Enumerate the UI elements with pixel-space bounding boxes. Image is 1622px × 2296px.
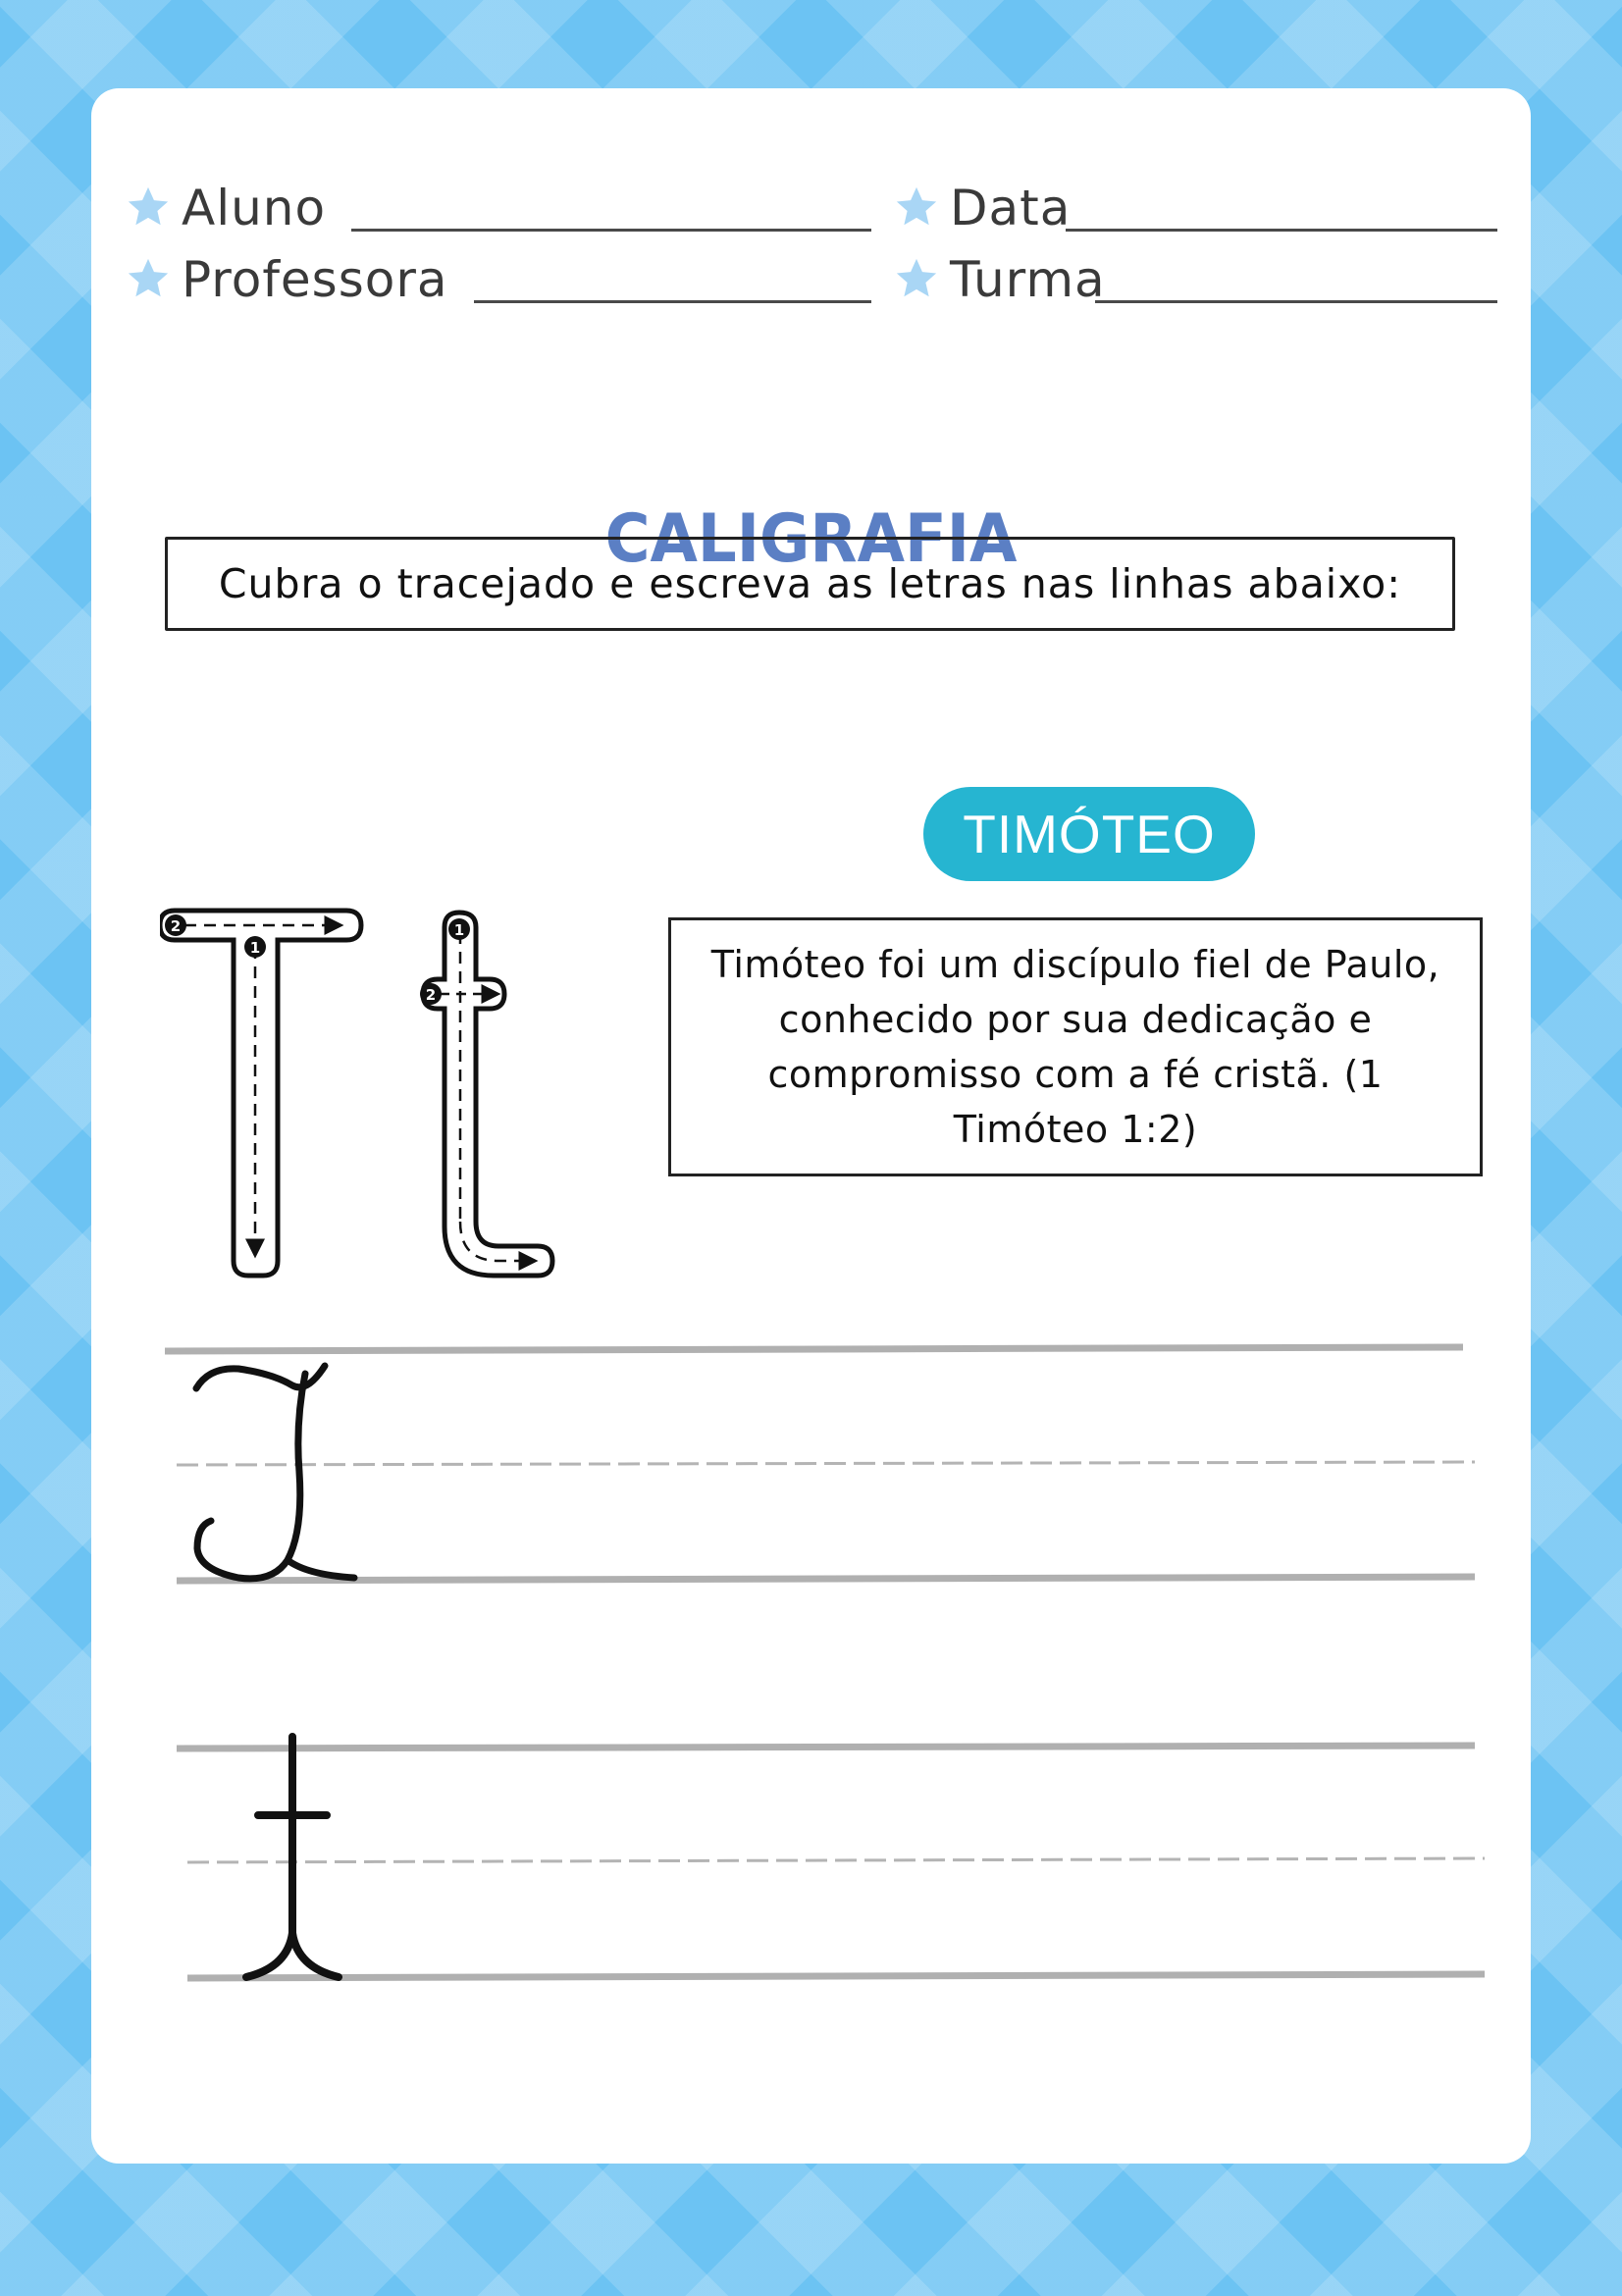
step-number: 2 (425, 986, 437, 1004)
star-icon (894, 256, 939, 301)
description-box (668, 917, 1483, 1176)
description-text: Timóteo foi um discípulo fiel de Paulo, conhecido por sua dedicação e compromisso com a fé cristã. (1 Timóteo 1:2) (710, 943, 1440, 1151)
star-icon (894, 184, 939, 230)
name-badge (923, 787, 1255, 881)
tracing-letters (160, 893, 611, 1285)
worksheet-page (91, 88, 1531, 2164)
page-title: CALIGRAFIA (604, 500, 1018, 578)
step-number: 1 (249, 939, 261, 957)
name-badge-label: TIMÓTEO (963, 804, 1216, 864)
top-line (165, 1347, 1463, 1351)
class-line[interactable] (1095, 300, 1497, 303)
uppercase-t-tracing[interactable] (160, 911, 361, 1276)
cursive-uppercase-t (196, 1366, 354, 1579)
step-number: 1 (453, 921, 465, 939)
instruction-box (165, 537, 1455, 631)
mid-dashed-line (187, 1858, 1485, 1862)
teacher-field (126, 248, 871, 311)
writing-line-set-1[interactable] (165, 1347, 1475, 1581)
class-field (894, 248, 1497, 311)
teacher-label: Professora (182, 251, 448, 308)
teacher-line[interactable] (474, 300, 871, 303)
date-line[interactable] (1066, 229, 1497, 232)
class-label: Turma (950, 251, 1106, 308)
date-label: Data (950, 180, 1072, 236)
step-number: 2 (170, 917, 182, 935)
star-icon (126, 184, 171, 230)
base-line (187, 1974, 1485, 1978)
student-label: Aluno (182, 180, 327, 236)
student-field (126, 177, 871, 239)
base-line (177, 1577, 1475, 1581)
date-field (894, 177, 1497, 239)
top-line (177, 1746, 1475, 1748)
instruction-text: Cubra o tracejado e escreva as letras nas linhas abaixo: (218, 560, 1402, 607)
lowercase-t-tracing[interactable] (420, 913, 552, 1276)
cursive-lowercase-t (246, 1737, 339, 1977)
writing-line-set-2[interactable] (177, 1737, 1485, 1978)
mid-dashed-line (177, 1462, 1475, 1465)
student-line[interactable] (351, 229, 871, 232)
star-icon (126, 256, 171, 301)
